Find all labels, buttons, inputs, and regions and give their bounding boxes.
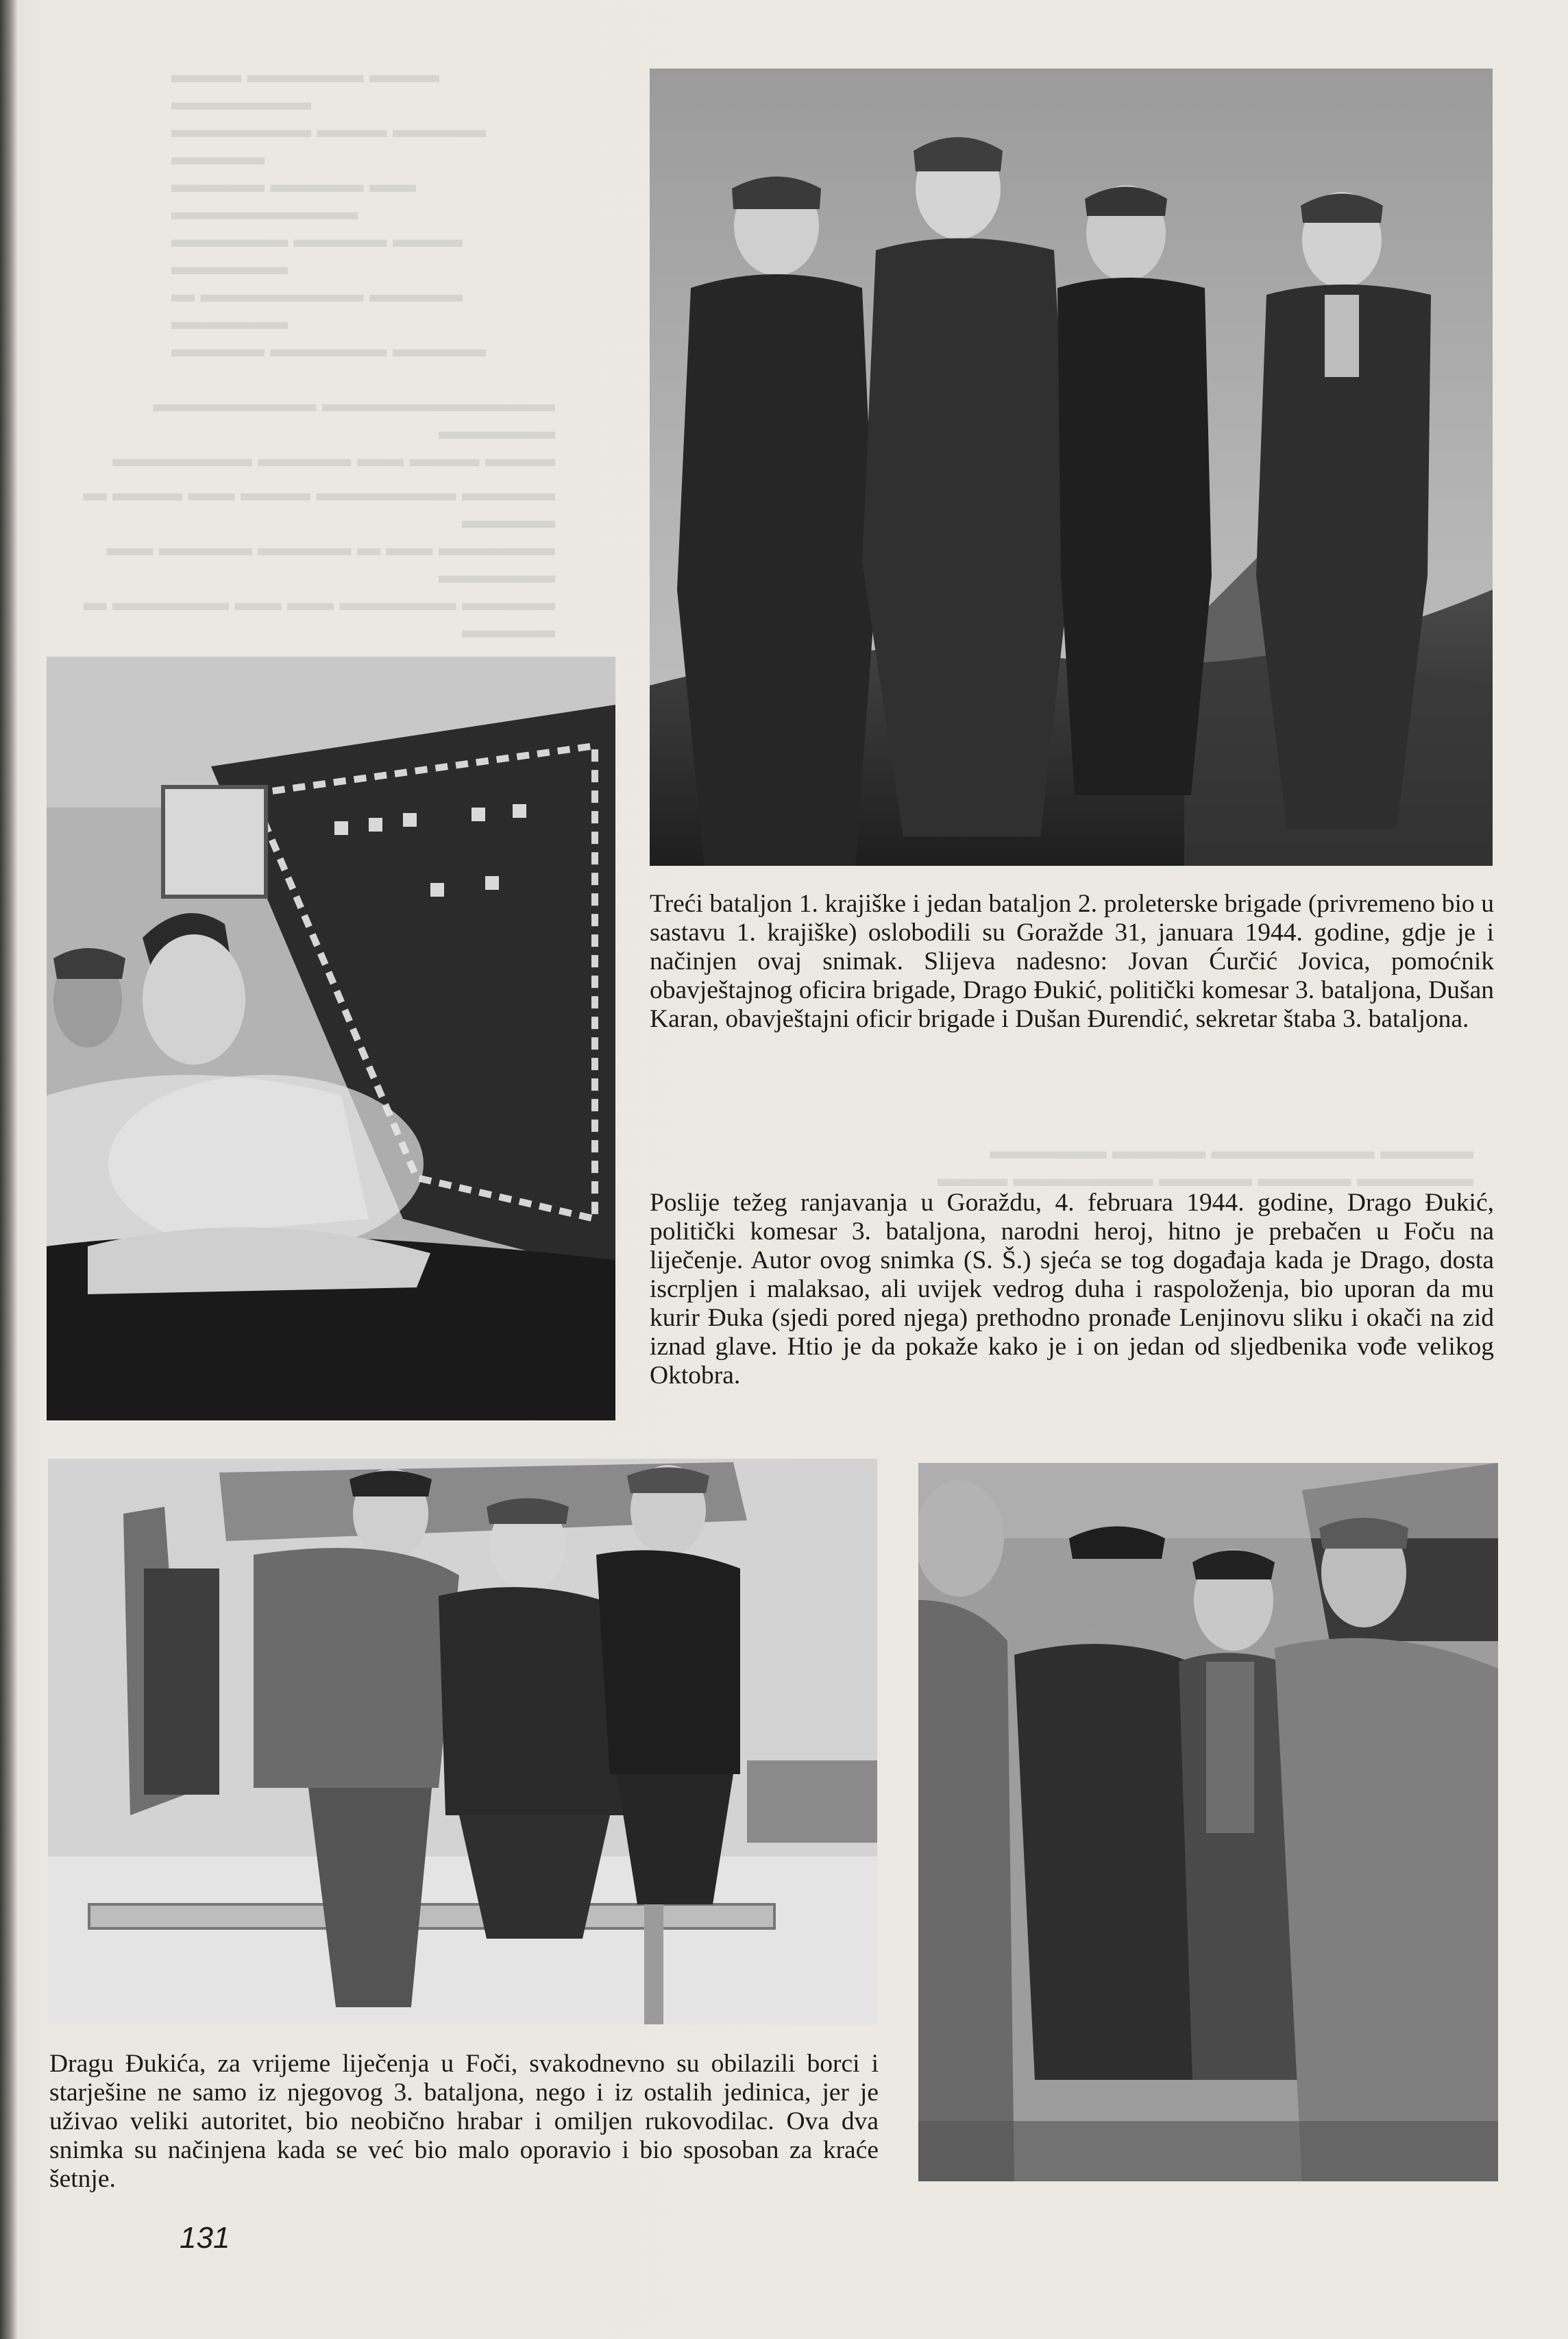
caption-wounded-commissar: Poslije težeg ranjavanja u Goraždu, 4. februara 1944. godine, Drago Đukić, politički komesar 3. bataljona, narodni heroj, hitno je prebačen u Foču na liječenje. Autor ovog snimka (S. Š.) sjeća se tog događaja kada je Drago, dosta iscrpljen i malaksao, ali uvijek vedrog duha i raspoloženja, bio uporan da mu kurir Đuka (sjedi pored njega) prethodno pronađe Lenjinovu sliku i okači na zid iznad glave. Htio je da pokaže kako je i on jedan od sljedbenika vođe velikog Oktobra. — [650, 1189, 1494, 1390]
photo-three-men-on-fence — [48, 1459, 877, 2024]
bleed-through-text: ▬▬▬ ▬▬▬▬▬ ▬▬▬ ▬▬▬▬▬▬ ▬▬▬▬ ▬▬▬ ▬▬▬▬▬▬ ▬▬▬▬ ▬▬ ▬▬▬▬ ▬▬▬▬ ▬▬▬▬▬▬▬▬ ▬▬▬ ▬▬▬▬ ▬▬▬▬▬ ▬▬▬▬▬ ▬▬▬▬ ▬▬▬▬▬▬▬ ▬ ▬▬▬▬▬ ▬▬▬▬ ▬▬▬▬▬ ▬▬▬▬ — [171, 62, 486, 362]
bleed-through-text: ▬▬▬▬ ▬▬▬▬▬▬▬ ▬▬▬▬ ▬▬▬▬▬ ▬▬▬▬▬ ▬▬▬▬ ▬▬▬▬ ▬▬▬▬▬▬ ▬▬▬ — [938, 1139, 1473, 1191]
photo-four-soldiers — [650, 69, 1493, 866]
caption-visitors: Dragu Đukića, za vrijeme liječenja u Foči, svakodnevno su obilazili borci i starješine ne samo iz njegovog 3. bataljona, nego i iz ostalih jedinica, jer je uživao veliki autoritet, bio neobično hrabar i omiljen rukovodilac. Ova dva snimka su načinjena kada se već bio malo oporavio i bio sposoban za kraće šetnje. — [49, 2050, 879, 2193]
binding-shadow — [0, 0, 18, 2339]
photo-wounded-commissar — [47, 657, 615, 1420]
caption-four-soldiers: Treći bataljon 1. krajiške i jedan bataljon 2. proleterske brigade (privremeno bio u sastavu 1. krajiške) oslobodili su Goražde 31, januara 1944. godine, gdje je i načinjen ovaj snimak. Slijeva nadesno: Jovan Ćurčić Jovica, pomoćnik obavještajnog oficira brigade, Drago Đukić, politički komesar 3. bataljona, Dušan Karan, obavještajni oficir brigade i Dušan Đurendić, sekretar štaba 3. bataljona. — [650, 890, 1494, 1033]
page-number: 131 — [180, 2221, 230, 2255]
photo-group-visiting — [918, 1463, 1498, 2181]
bleed-through-text: ▬▬▬▬ ▬▬▬▬▬▬ ▬▬▬ ▬▬ ▬▬▬ ▬ ▬▬▬▬ ▬▬▬▬▬ ▬▬ ▬ ▬▬▬▬ ▬▬▬▬ ▬▬ ▬▬▬▬▬ ▬▬▬▬ ▬▬▬▬▬ ▬▬ ▬▬ ▬▬▬▬▬ ▬ ▬▬▬▬ — [83, 481, 555, 643]
bleed-through-text: ▬▬▬▬▬▬▬▬▬▬ ▬▬▬▬▬▬▬ ▬▬▬▬▬ ▬▬▬ ▬▬▬ ▬▬ ▬▬▬▬ ▬▬▬▬▬▬ — [112, 391, 555, 472]
